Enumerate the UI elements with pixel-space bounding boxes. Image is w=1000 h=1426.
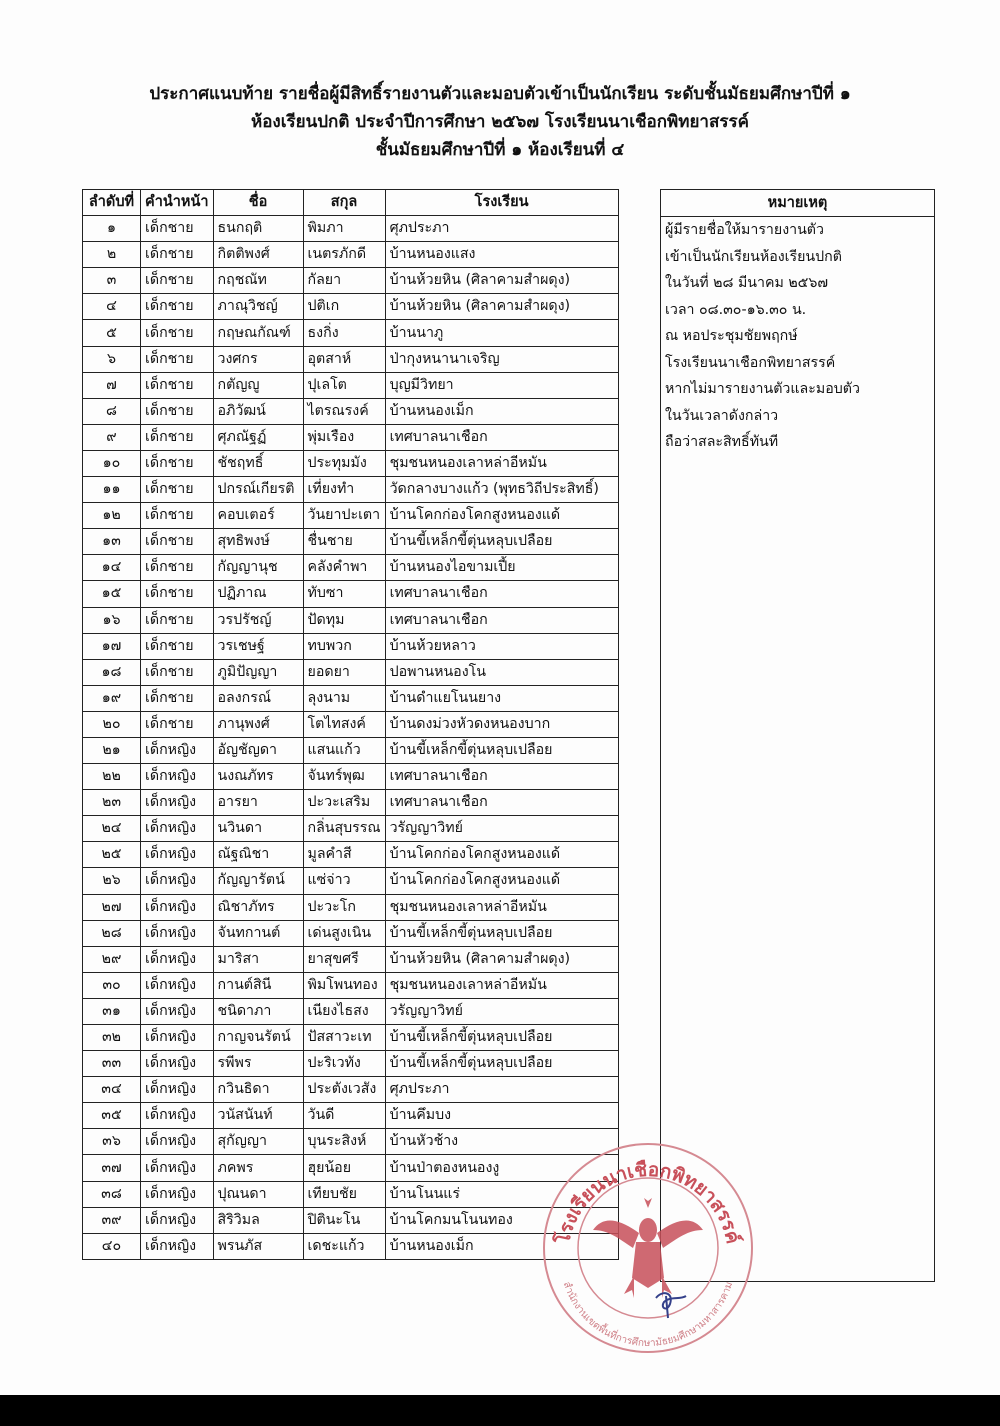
cell-number: ๓๐ [83,972,141,998]
cell-first-name: ปฏิภาณ [213,581,303,607]
cell-number: ๑๕ [83,581,141,607]
cell-last-name: ยาสุขศรี [303,946,385,972]
cell-first-name: อลงกรณ์ [213,685,303,711]
cell-prefix: เด็กชาย [141,346,214,372]
cell-first-name: สิริวิมล [213,1207,303,1233]
table-row [83,268,619,294]
cell-number: ๑ [83,216,141,242]
cell-school: ป่ากุงหนานาเจริญ [385,346,618,372]
cell-last-name: ปัสสาวะเท [303,1025,385,1051]
cell-number: ๒๑ [83,737,141,763]
cell-prefix: เด็กหญิง [141,1051,214,1077]
cell-school: บ้านหนองแสง [385,242,618,268]
cell-prefix: เด็กชาย [141,555,214,581]
cell-number: ๓๘ [83,1181,141,1207]
cell-last-name: พิมโพนทอง [303,972,385,998]
cell-first-name: ภาณุวิชญ์ [213,294,303,320]
cell-first-name: กตัญญู [213,372,303,398]
cell-last-name: ปติเก [303,294,385,320]
cell-last-name: ประทุมมัง [303,450,385,476]
cell-last-name: ฮุยน้อย [303,1155,385,1181]
cell-prefix: เด็กชาย [141,711,214,737]
cell-prefix: เด็กชาย [141,633,214,659]
cell-first-name: กัญญารัตน์ [213,868,303,894]
cell-number: ๓๒ [83,1025,141,1051]
cell-prefix: เด็กหญิง [141,737,214,763]
cell-prefix: เด็กชาย [141,372,214,398]
cell-first-name: นวินดา [213,816,303,842]
cell-prefix: เด็กหญิง [141,1233,214,1259]
cell-school: เทศบาลนาเชือก [385,790,618,816]
cell-first-name: ณัฐณิชา [213,842,303,868]
cell-school: วัดกลางบางแก้ว (พุทธวิถีประสิทธิ์) [385,477,618,503]
remark-line: ในวันเวลาดังกล่าว [665,407,779,424]
cell-prefix: เด็กชาย [141,268,214,294]
cell-first-name: ศุภณัฐฏ์ [213,424,303,450]
cell-number: ๒๔ [83,816,141,842]
cell-last-name: ปะริเวทัง [303,1051,385,1077]
cell-prefix: เด็กชาย [141,607,214,633]
school-seal [538,1138,758,1358]
cell-school: เทศบาลนาเชือก [385,424,618,450]
cell-first-name: ปกรณ์เกียรติ [213,477,303,503]
cell-prefix: เด็กชาย [141,659,214,685]
cell-first-name: ณิชาภัทร [213,894,303,920]
cell-number: ๕ [83,320,141,346]
cell-prefix: เด็กหญิง [141,1155,214,1181]
cell-number: ๑๒ [83,503,141,529]
cell-first-name: สุกัญญา [213,1129,303,1155]
cell-last-name: ทบพวก [303,633,385,659]
table-row [83,816,619,842]
table-row [83,372,619,398]
table-row [83,294,619,320]
table-row [83,685,619,711]
cell-number: ๒๗ [83,894,141,920]
cell-last-name: ลุงนาม [303,685,385,711]
cell-number: ๑๖ [83,607,141,633]
table-row [83,998,619,1024]
cell-first-name: ภานุพงศ์ [213,711,303,737]
cell-prefix: เด็กหญิง [141,946,214,972]
table-header-row [83,190,619,216]
cell-number: ๔๐ [83,1233,141,1259]
cell-prefix: เด็กหญิง [141,972,214,998]
remark-line: ผู้มีรายชื่อให้มารายงานตัว [665,222,824,238]
table-row [83,1077,619,1103]
cell-last-name: แซ่จ่าว [303,868,385,894]
cell-last-name: ธงกิ่ง [303,320,385,346]
cell-school: บ้านหัวช้าง [385,1129,618,1155]
signature-mark [656,1293,686,1308]
cell-school: บ้านดำแยโนนยาง [385,685,618,711]
cell-last-name: โตไทสงค์ [303,711,385,737]
cell-first-name: กฤษณกัณฑ์ [213,320,303,346]
table-row [83,1051,619,1077]
cell-prefix: เด็กชาย [141,477,214,503]
cell-first-name: ชัชฤทธิ์ [213,450,303,476]
cell-number: ๒ [83,242,141,268]
cell-school: บ้านขี้เหล็กขี้ตุ่นหลุบเปลือย [385,1025,618,1051]
table-body [83,216,619,1260]
cell-last-name: เด่นสูงเนิน [303,920,385,946]
cell-prefix: เด็กหญิง [141,790,214,816]
table-row [83,737,619,763]
cell-last-name: แสนแก้ว [303,737,385,763]
cell-prefix: เด็กหญิง [141,764,214,790]
cell-last-name: พิมภา [303,216,385,242]
cell-school: บ้านโคกมนโนนทอง [385,1207,618,1233]
cell-first-name: กวินธิดา [213,1077,303,1103]
column-header-prefix: คำนำหน้า [141,190,214,216]
cell-first-name: จันทกานต์ [213,920,303,946]
column-header-number: ลำดับที่ [83,190,141,216]
table-row [83,581,619,607]
cell-number: ๒๕ [83,842,141,868]
cell-last-name: อุตสาห์ [303,346,385,372]
cell-prefix: เด็กหญิง [141,894,214,920]
cell-prefix: เด็กชาย [141,685,214,711]
cell-school: บ้านขี้เหล็กขี้ตุ่นหลุบเปลือย [385,1051,618,1077]
table-row [83,946,619,972]
cell-last-name: เดชะแก้ว [303,1233,385,1259]
seal-text-bottom: สำนักงานเขตพื้นที่การศึกษามัธยมศึกษามหาสารคาม [560,1280,736,1350]
cell-first-name: กัญญานุช [213,555,303,581]
cell-number: ๓๕ [83,1103,141,1129]
cell-number: ๓ [83,268,141,294]
table-row [83,790,619,816]
cell-prefix: เด็กชาย [141,242,214,268]
cell-last-name: เนียงไธสง [303,998,385,1024]
table-row [83,764,619,790]
cell-number: ๓๔ [83,1077,141,1103]
cell-first-name: สุทธิพงษ์ [213,529,303,555]
cell-last-name: กลิ่นสุบรรณ [303,816,385,842]
cell-first-name: กาญจนรัตน์ [213,1025,303,1051]
cell-last-name: พุ่มเรือง [303,424,385,450]
cell-last-name: ปะวะโก [303,894,385,920]
remarks-column [660,189,935,1282]
cell-number: ๒๙ [83,946,141,972]
cell-first-name: วรปรัชญ์ [213,607,303,633]
table-row [83,346,619,372]
cell-prefix: เด็กหญิง [141,1025,214,1051]
cell-prefix: เด็กหญิง [141,842,214,868]
cell-school: บ้านโนนแร่ [385,1181,618,1207]
cell-school: บ้านป่าตองหนองงู [385,1155,618,1181]
table-row [83,242,619,268]
remark-line: เข้าเป็นนักเรียนห้องเรียนปกติ [665,248,842,265]
cell-last-name: ยอดยา [303,659,385,685]
cell-last-name: ปัดทุม [303,607,385,633]
cell-number: ๒๖ [83,868,141,894]
cell-prefix: เด็กชาย [141,294,214,320]
cell-number: ๓๗ [83,1155,141,1181]
cell-school: บ้านดงม่วงหัวดงหนองบาก [385,711,618,737]
cell-school: บ้านหนองเม็ก [385,1233,618,1259]
cell-first-name: อารยา [213,790,303,816]
cell-school: บ้านนาภู [385,320,618,346]
cell-school: บ้านหนองไอขามเปี้ย [385,555,618,581]
cell-first-name: มาริสา [213,946,303,972]
cell-number: ๑๔ [83,555,141,581]
cell-number: ๒๓ [83,790,141,816]
table-row [83,633,619,659]
cell-last-name: เที่ยงทำ [303,477,385,503]
cell-school: ชุมชนหนองเลาหล่าอีหมัน [385,450,618,476]
cell-last-name: วันยาปะเตา [303,503,385,529]
remark-line: เวลา ๐๘.๓๐-๑๖.๓๐ น. [665,301,807,318]
column-header-first-name: ชื่อ [213,190,303,216]
cell-prefix: เด็กหญิง [141,868,214,894]
cell-number: ๑๗ [83,633,141,659]
cell-prefix: เด็กหญิง [141,998,214,1024]
cell-last-name: บุนระสิงห์ [303,1129,385,1155]
table-row [83,503,619,529]
student-table [82,189,619,1260]
cell-number: ๒๐ [83,711,141,737]
remark-line: หากไม่มารายงานตัวและมอบตัว [665,381,860,397]
cell-number: ๒๘ [83,920,141,946]
table-row [83,424,619,450]
cell-school: บ้านห้วยหลาว [385,633,618,659]
cell-school: เทศบาลนาเชือก [385,764,618,790]
cell-last-name: คลังคำพา [303,555,385,581]
cell-school: วรัญญาวิทย์ [385,998,618,1024]
cell-first-name: รพีพร [213,1051,303,1077]
cell-school: บ้านห้วยหิน (ศิลาคามสำผดุง) [385,946,618,972]
cell-number: ๓๓ [83,1051,141,1077]
cell-prefix: เด็กชาย [141,503,214,529]
cell-school: บ้านหนองเม็ก [385,398,618,424]
cell-last-name: วันดี [303,1103,385,1129]
cell-school: บุญมีวิทยา [385,372,618,398]
cell-number: ๓๙ [83,1207,141,1233]
cell-first-name: อภิวัฒน์ [213,398,303,424]
garuda-emblem-icon [593,1198,703,1298]
cell-school: เทศบาลนาเชือก [385,581,618,607]
cell-number: ๘ [83,398,141,424]
cell-school: เทศบาลนาเชือก [385,607,618,633]
column-header-last-name: สกุล [303,190,385,216]
cell-school: บ้านโคกก่องโคกสูงหนองแด้ [385,503,618,529]
cell-school: ศุภประภา [385,1077,618,1103]
table-row [83,320,619,346]
cell-number: ๓๑ [83,998,141,1024]
cell-prefix: เด็กชาย [141,320,214,346]
announcement-title: ประกาศแนบท้าย รายชื่อผู้มีสิทธิ์รายงานตัวและมอบตัวเข้าเป็นนักเรียน ระดับชั้นมัธยมศึกษาปีที่ ๑ [149,84,851,104]
table-row [83,920,619,946]
column-header-school: โรงเรียน [385,190,618,216]
cell-number: ๑๑ [83,477,141,503]
cell-first-name: กฤชณัท [213,268,303,294]
cell-number: ๓๖ [83,1129,141,1155]
cell-school: บ้านขี้เหล็กขี้ตุ่นหลุบเปลือย [385,529,618,555]
cell-prefix: เด็กหญิง [141,920,214,946]
cell-first-name: ภูมิปัญญา [213,659,303,685]
cell-first-name: ปุณนดา [213,1181,303,1207]
cell-number: ๒๒ [83,764,141,790]
cell-number: ๙ [83,424,141,450]
class-title: ชั้นมัธยมศึกษาปีที่ ๑ ห้องเรียนที่ ๔ [375,140,625,160]
remark-line: ณ หอประชุมชัยพฤกษ์ [665,328,798,344]
announcement-subtitle: ห้องเรียนปกติ ประจำปีการศึกษา ๒๕๖๗ โรงเรียนนาเชือกพิทยาสรรค์ [251,112,749,132]
table-row [83,972,619,998]
cell-last-name: มูลคำสี [303,842,385,868]
remark-line: ถือว่าสละสิทธิ์ทันที [665,434,779,450]
table-row [83,659,619,685]
table-row [83,1025,619,1051]
cell-first-name: ภคพร [213,1155,303,1181]
seal-text-top: โรงเรียนนาเชือกพิทยาสรรค์ [551,1158,745,1246]
cell-number: ๔ [83,294,141,320]
table-row [83,894,619,920]
cell-number: ๑๙ [83,685,141,711]
cell-prefix: เด็กชาย [141,398,214,424]
cell-school: บ้านโคกก่องโคกสูงหนองแด้ [385,868,618,894]
bottom-bar [0,1395,1000,1426]
table-row [83,555,619,581]
cell-last-name: ปะวะเสริม [303,790,385,816]
cell-first-name: วงศกร [213,346,303,372]
cell-school: วรัญญาวิทย์ [385,816,618,842]
cell-first-name: วรเชษฐ์ [213,633,303,659]
cell-school: ชุมชนหนองเลาหล่าอีหมัน [385,894,618,920]
table-row [83,711,619,737]
cell-last-name: ไตรณรงค์ [303,398,385,424]
remarks-text [661,217,934,456]
cell-last-name: กัลยา [303,268,385,294]
cell-first-name: กิตติพงศ์ [213,242,303,268]
cell-prefix: เด็กชาย [141,450,214,476]
cell-school: บ้านห้วยหิน (ศิลาคามสำผดุง) [385,294,618,320]
cell-first-name: วนัสนันท์ [213,1103,303,1129]
cell-first-name: คอบเตอร์ [213,503,303,529]
table-row [83,216,619,242]
cell-number: ๑๘ [83,659,141,685]
cell-prefix: เด็กหญิง [141,816,214,842]
cell-school: บ้านขี้เหล็กขี้ตุ่นหลุบเปลือย [385,920,618,946]
table-row [83,450,619,476]
cell-last-name: ปิตินะโน [303,1207,385,1233]
remark-line: ในวันที่ ๒๘ มีนาคม ๒๕๖๗ [665,275,829,291]
cell-school: บ้านขี้เหล็กขี้ตุ่นหลุบเปลือย [385,737,618,763]
cell-school: บ้านโคกก่องโคกสูงหนองแด้ [385,842,618,868]
cell-prefix: เด็กหญิง [141,1129,214,1155]
cell-first-name: นงณภัทร [213,764,303,790]
cell-first-name: ชนิดาภา [213,998,303,1024]
cell-first-name: กานต์สินี [213,972,303,998]
cell-school: ศุภประภา [385,216,618,242]
cell-prefix: เด็กชาย [141,424,214,450]
cell-prefix: เด็กหญิง [141,1077,214,1103]
table-row [83,477,619,503]
table-row [83,842,619,868]
cell-number: ๑๐ [83,450,141,476]
cell-prefix: เด็กชาย [141,529,214,555]
cell-school: บ้านห้วยหิน (ศิลาคามสำผดุง) [385,268,618,294]
cell-first-name: อัญชัญดา [213,737,303,763]
table-row [83,1103,619,1129]
table-row [83,868,619,894]
cell-first-name: ธนกฤติ [213,216,303,242]
cell-last-name: ชื่นชาย [303,529,385,555]
table-row [83,607,619,633]
cell-last-name: เนตรภักดี [303,242,385,268]
cell-prefix: เด็กหญิง [141,1207,214,1233]
cell-last-name: เทียบชัย [303,1181,385,1207]
cell-prefix: เด็กชาย [141,581,214,607]
cell-last-name: จันทร์พุฒ [303,764,385,790]
cell-prefix: เด็กหญิง [141,1181,214,1207]
cell-last-name: ทับซา [303,581,385,607]
column-header-remarks: หมายเหตุ [661,190,934,217]
table-row [83,398,619,424]
cell-prefix: เด็กชาย [141,216,214,242]
cell-prefix: เด็กหญิง [141,1103,214,1129]
cell-last-name: ประตังเวสัง [303,1077,385,1103]
cell-number: ๗ [83,372,141,398]
remark-line: โรงเรียนนาเชือกพิทยาสรรค์ [665,354,836,371]
cell-last-name: ปุเลโต [303,372,385,398]
cell-school: บ้านคึมบง [385,1103,618,1129]
cell-number: ๑๓ [83,529,141,555]
cell-number: ๖ [83,346,141,372]
table-row [83,529,619,555]
cell-school: ปอพานหนองโน [385,659,618,685]
cell-school: ชุมชนหนองเลาหล่าอีหมัน [385,972,618,998]
cell-first-name: พรนภัส [213,1233,303,1259]
